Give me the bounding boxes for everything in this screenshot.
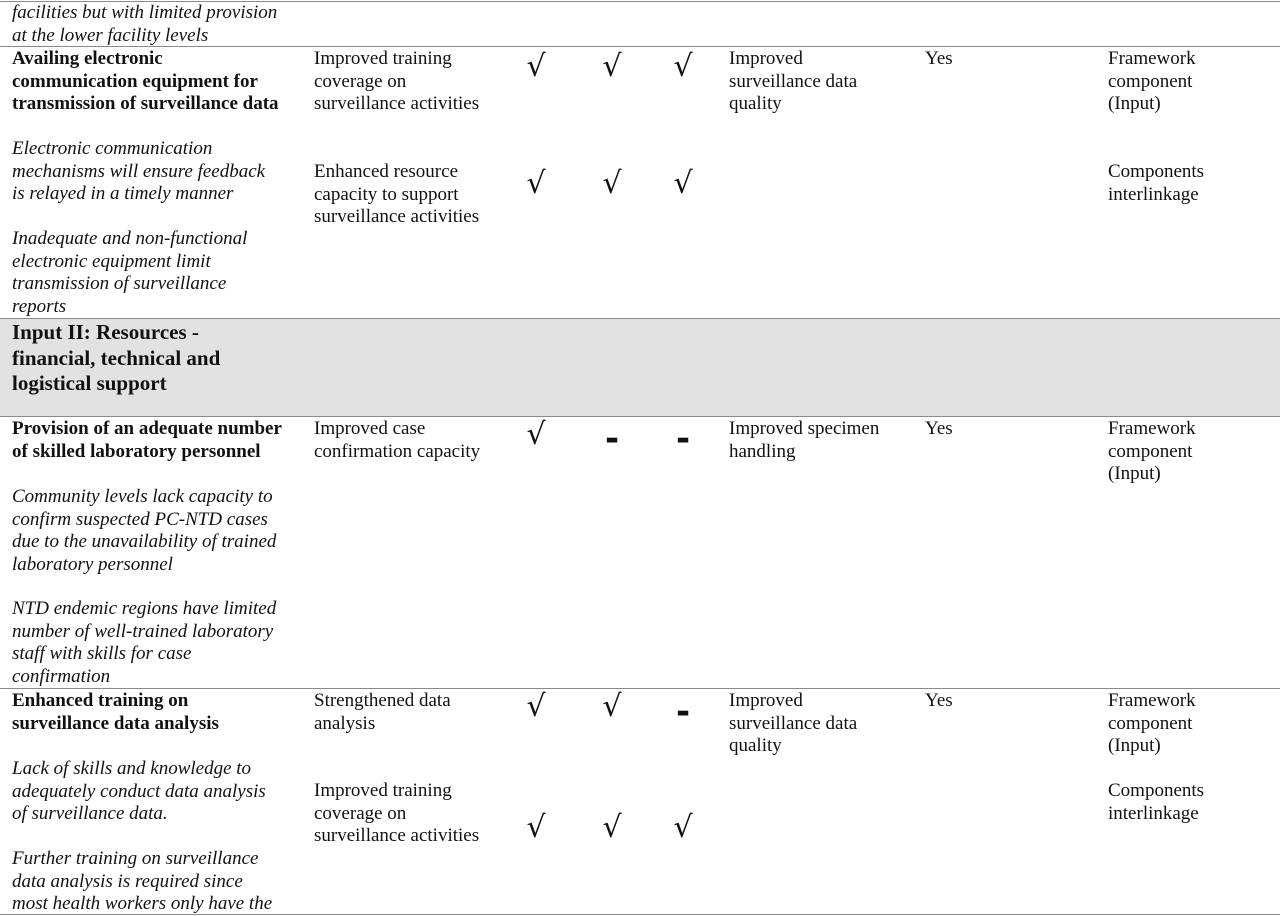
row-description: NTD endemic regions have limited number of well-trained laboratory staff with skills for case confirmation [12, 598, 277, 687]
dash-mark: - [675, 419, 691, 459]
table-rule [0, 416, 1280, 417]
note-cell: Framework component (Input) [1108, 48, 1196, 115]
answer-cell: Yes [925, 418, 953, 439]
check-mark: √ [526, 49, 546, 84]
answer-cell: Yes [925, 690, 953, 711]
check-mark: √ [526, 417, 546, 452]
outcome-cell: Strengthened data analysis [314, 690, 451, 734]
note-cell: Framework component (Input) [1108, 418, 1196, 485]
row-description: Further training on surveillance data analysis is required since most health workers only have the [12, 848, 273, 915]
row-title: Availing electronic communication equipment for transmission of surveillance data [12, 48, 279, 115]
check-mark: √ [673, 810, 693, 845]
dash-mark: - [675, 692, 691, 732]
outcome-cell: Enhanced resource capacity to support surveillance activities [314, 161, 480, 228]
row-description: Electronic communication mechanisms will ensure feedback is relayed in a timely manner [12, 138, 266, 205]
outcome-cell: Improved case confirmation capacity [314, 418, 481, 462]
check-mark: √ [526, 810, 546, 845]
row-description: Inadequate and non-functional electronic equipment limit transmission of surveillance reports [12, 228, 248, 317]
row-description: facilities but with limited provision at the lower facility levels [12, 2, 278, 46]
check-mark: √ [602, 689, 622, 724]
check-mark: √ [526, 166, 546, 201]
row-title: Enhanced training on surveillance data analysis [12, 690, 219, 734]
row-description: Community levels lack capacity to confirm suspected PC-NTD cases due to the unavailability of trained laboratory personnel [12, 486, 277, 575]
outcome-cell: Improved training coverage on surveillance activities [314, 780, 480, 847]
impact-cell: Improved surveillance data quality [729, 48, 858, 115]
dash-mark: - [604, 419, 620, 459]
section-heading: Input II: Resources - financial, technical and logistical support [12, 320, 221, 395]
check-mark: √ [602, 49, 622, 84]
impact-cell: Improved surveillance data quality [729, 690, 858, 757]
check-mark: √ [602, 166, 622, 201]
check-mark: √ [526, 689, 546, 724]
answer-cell: Yes [925, 48, 953, 69]
row-title: Provision of an adequate number of skilled laboratory personnel [12, 418, 282, 462]
row-description: Lack of skills and knowledge to adequately conduct data analysis of surveillance data. [12, 758, 266, 825]
note-cell: Components interlinkage [1108, 780, 1205, 824]
check-mark: √ [673, 49, 693, 84]
note-cell: Framework component (Input) [1108, 690, 1196, 757]
note-cell: Components interlinkage [1108, 161, 1205, 205]
outcome-cell: Improved training coverage on surveillance activities [314, 48, 480, 115]
check-mark: √ [673, 166, 693, 201]
impact-cell: Improved specimen handling [729, 418, 880, 462]
check-mark: √ [602, 810, 622, 845]
